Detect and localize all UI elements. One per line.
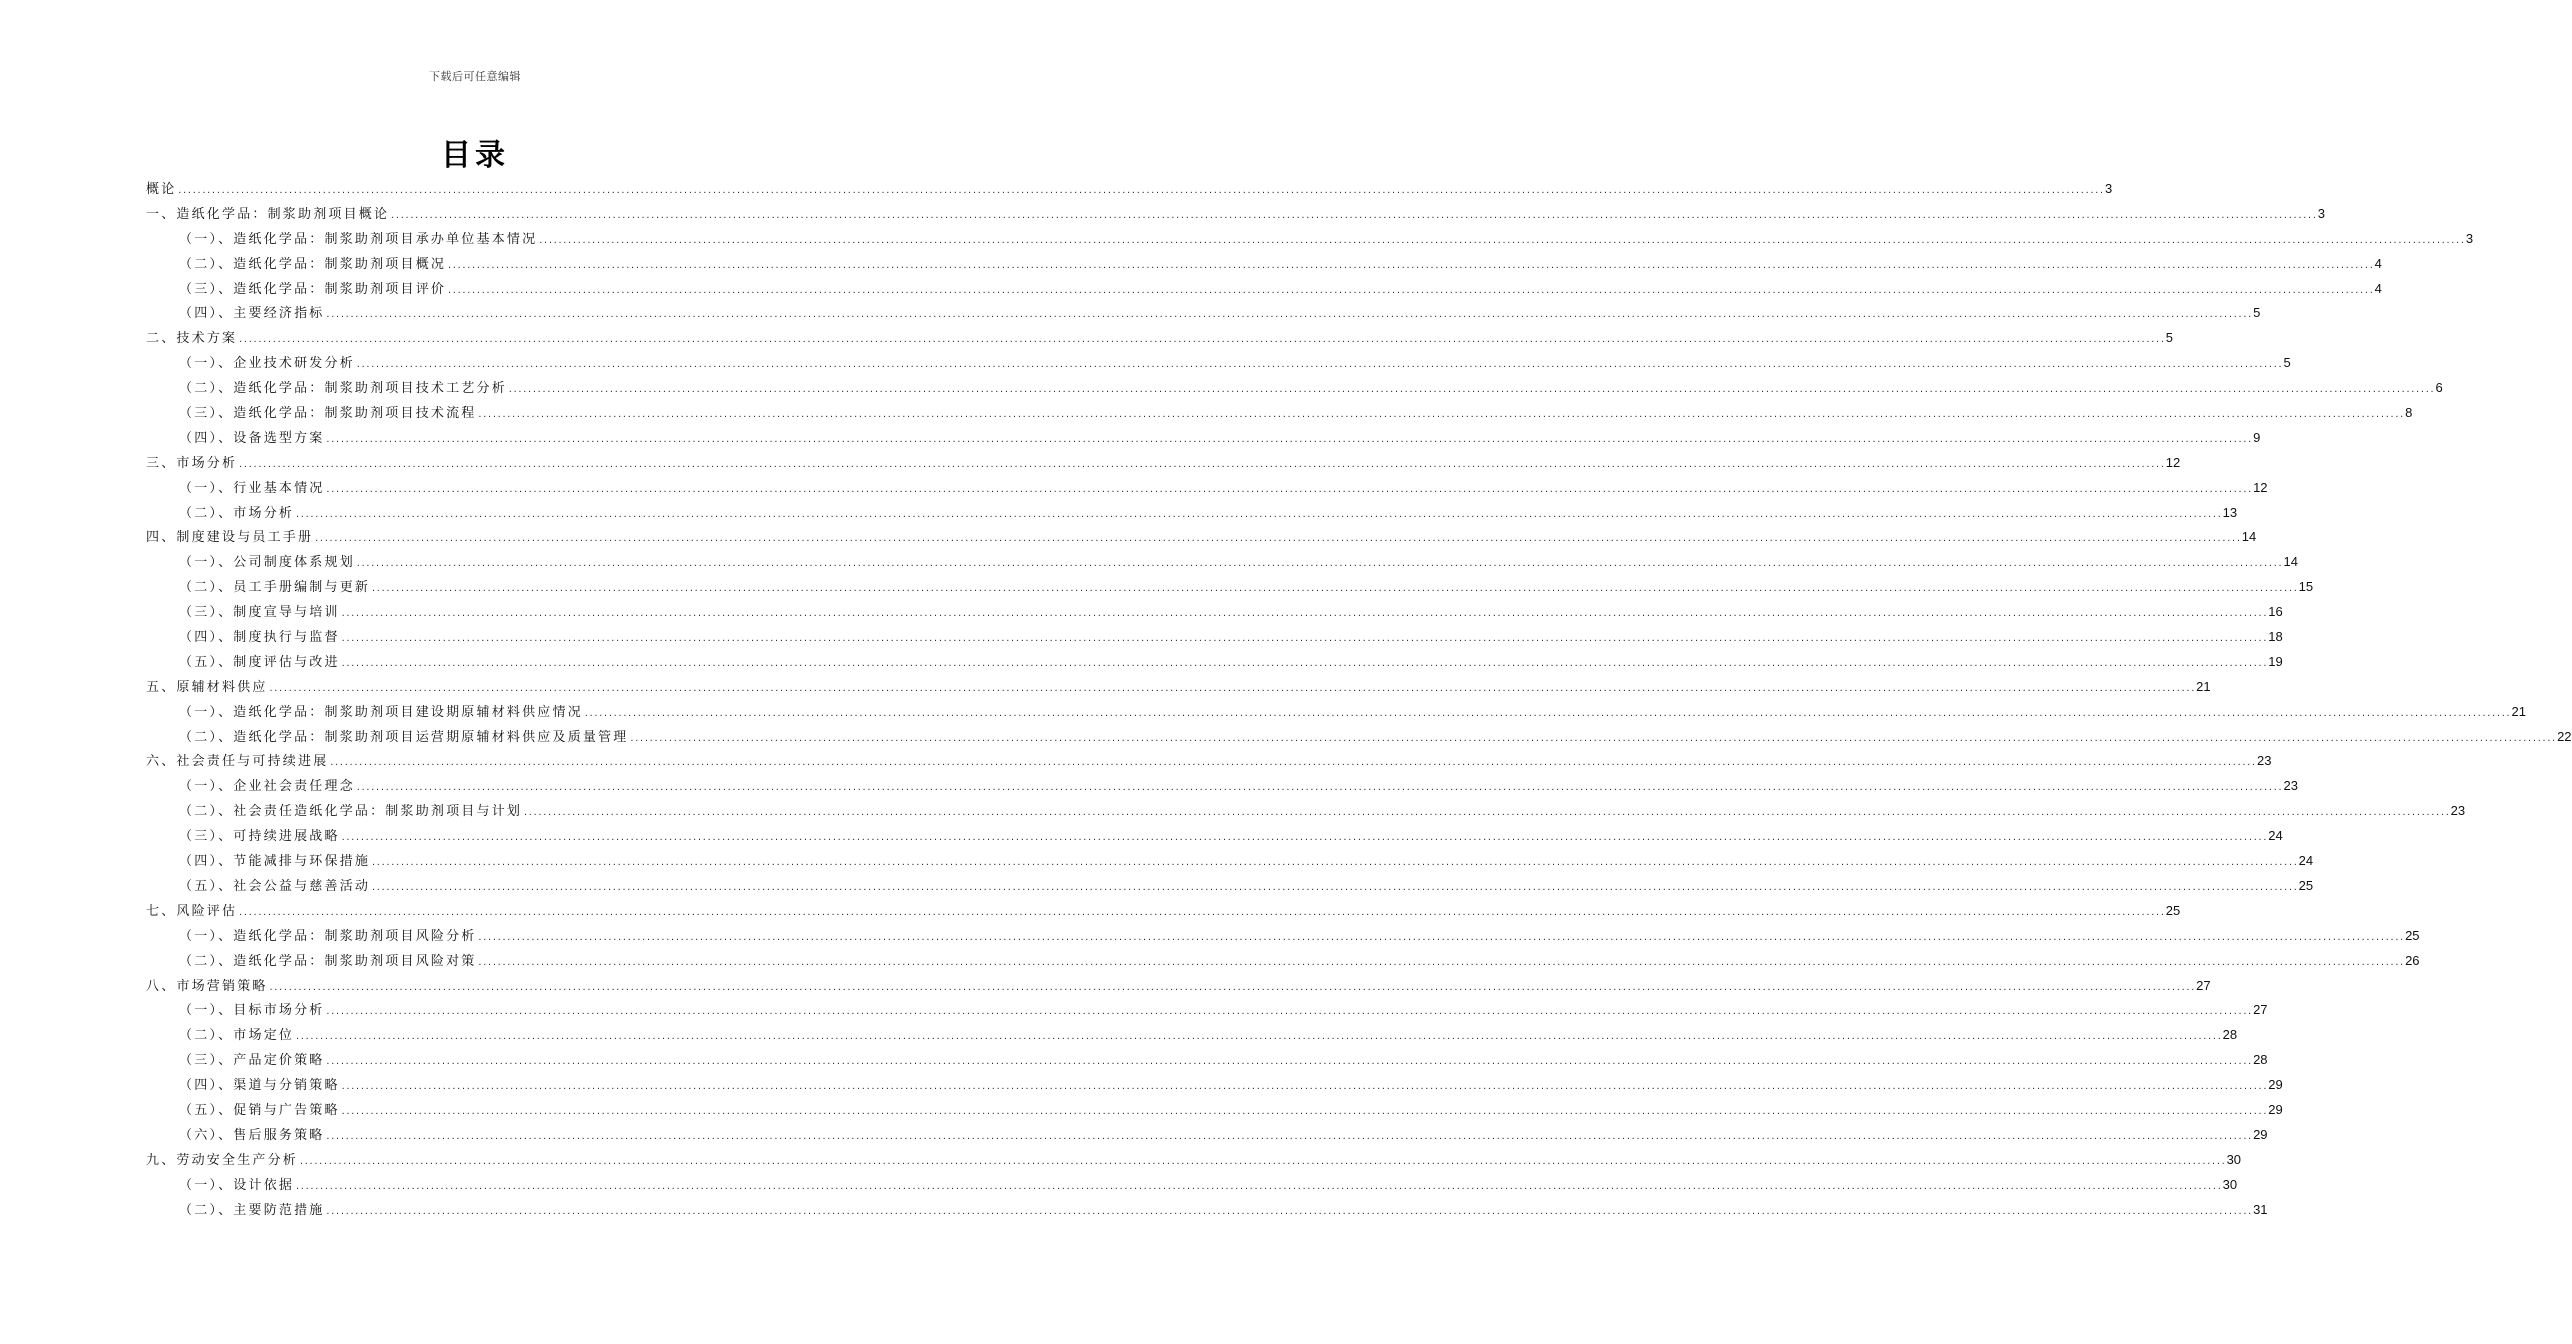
toc-entry-label: （一）、造纸化学品：制浆助剂项目建设期原辅材料供应情况 (179, 704, 583, 720)
toc-dot-leader: ................................................................................................................................................................................................................................................................................................................................................................................................................ (314, 534, 2241, 544)
toc-subsection-entry[interactable] (146, 301, 2261, 326)
toc-section-entry[interactable] (146, 1148, 2242, 1173)
toc-subsection-entry[interactable] (146, 700, 2526, 725)
toc-dot-leader: ................................................................................................................................................................................................................................................................................................................................................................................................................ (325, 1131, 2253, 1141)
toc-page-number: 19 (2268, 653, 2283, 669)
toc-subsection-entry[interactable] (146, 650, 2283, 675)
toc-dot-leader: ................................................................................................................................................................................................................................................................................................................................................................................................................ (447, 285, 2374, 295)
toc-subsection-entry[interactable] (146, 227, 2474, 252)
toc-page-number: 16 (2268, 604, 2283, 620)
toc-section-entry[interactable] (146, 525, 2257, 550)
toc-entry-label: （二）、造纸化学品：制浆助剂项目风险对策 (179, 953, 477, 969)
toc-section-entry[interactable] (146, 451, 2181, 476)
toc-entry-label: （一）、设计依据 (179, 1177, 295, 1193)
toc-entry-label: （二）、造纸化学品：制浆助剂项目运营期原辅材料供应及质量管理 (179, 729, 629, 745)
toc-subsection-entry[interactable] (146, 550, 2298, 575)
toc-dot-leader: ................................................................................................................................................................................................................................................................................................................................................................................................................ (325, 1206, 2253, 1216)
toc-page-number: 27 (2196, 977, 2211, 993)
toc-page-number: 14 (2283, 554, 2298, 570)
toc-dot-leader: ................................................................................................................................................................................................................................................................................................................................................................................................................ (477, 957, 2405, 967)
toc-entry-label: （三）、产品定价策略 (179, 1053, 325, 1069)
toc-subsection-entry[interactable] (146, 874, 2314, 899)
toc-section-entry[interactable] (146, 974, 2211, 999)
toc-entry-label: 三、市场分析 (146, 455, 238, 471)
toc-entry-label: （二）、市场定位 (179, 1028, 295, 1044)
toc-dot-leader: ................................................................................................................................................................................................................................................................................................................................................................................................................ (340, 1106, 2268, 1116)
toc-subsection-entry[interactable] (146, 376, 2443, 401)
toc-subsection-entry[interactable] (146, 949, 2420, 974)
toc-page-number: 28 (2253, 1052, 2268, 1068)
toc-dot-leader: ................................................................................................................................................................................................................................................................................................................................................................................................................ (325, 434, 2253, 444)
toc-page-number: 27 (2253, 1002, 2268, 1018)
header-note: 下载后可任意编辑 (429, 70, 521, 83)
toc-page-number: 5 (2165, 330, 2173, 346)
toc-subsection-entry[interactable] (146, 625, 2283, 650)
toc-page-number: 5 (2253, 305, 2261, 321)
toc-entry-label: （三）、可持续进展战略 (179, 829, 340, 845)
toc-page-number: 8 (2405, 405, 2413, 421)
toc-page-number: 25 (2165, 902, 2181, 918)
toc-dot-leader: ................................................................................................................................................................................................................................................................................................................................................................................................................ (523, 808, 2450, 818)
toc-page-number: 4 (2374, 280, 2382, 296)
toc-dot-leader: ................................................................................................................................................................................................................................................................................................................................................................................................................ (325, 1057, 2253, 1067)
toc-entry-label: 六、社会责任与可持续进展 (146, 754, 329, 770)
toc-page-number: 6 (2435, 380, 2443, 396)
toc-page-number: 29 (2268, 1077, 2283, 1093)
toc-subsection-entry[interactable] (146, 426, 2261, 451)
toc-page-number: 23 (2256, 753, 2272, 769)
toc-dot-leader: ................................................................................................................................................................................................................................................................................................................................................................................................................ (177, 186, 2104, 195)
toc-dot-leader: ................................................................................................................................................................................................................................................................................................................................................................................................................ (325, 1007, 2253, 1017)
toc-page-number: 15 (2298, 579, 2314, 595)
toc-subsection-entry[interactable] (146, 998, 2268, 1023)
toc-subsection-entry[interactable] (146, 1023, 2238, 1048)
toc-dot-leader: ................................................................................................................................................................................................................................................................................................................................................................................................................ (477, 410, 2405, 420)
toc-page-number: 25 (2405, 927, 2420, 943)
toc-dot-leader: ................................................................................................................................................................................................................................................................................................................................................................................................................ (477, 932, 2405, 942)
toc-page-number: 18 (2268, 629, 2283, 645)
toc-entry-label: 八、市场营销策略 (146, 978, 268, 994)
toc-dot-leader: ................................................................................................................................................................................................................................................................................................................................................................................................................ (538, 235, 2465, 245)
toc-page-number: 23 (2283, 778, 2298, 794)
toc-subsection-entry[interactable] (146, 774, 2298, 799)
toc-entry-label: （一）、公司制度体系规划 (179, 555, 355, 571)
toc-page-number: 29 (2253, 1126, 2268, 1142)
toc-entry-label: （二）、造纸化学品：制浆助剂项目技术工艺分析 (179, 381, 507, 397)
toc-page-number: 3 (2104, 181, 2113, 196)
toc-subsection-entry[interactable] (146, 824, 2283, 849)
toc-subsection-entry[interactable] (146, 575, 2314, 600)
toc-section-entry[interactable] (146, 749, 2272, 774)
toc-page-number: 26 (2405, 952, 2420, 968)
toc-dot-leader: ................................................................................................................................................................................................................................................................................................................................................................................................................ (583, 708, 2511, 718)
toc-dot-leader: ................................................................................................................................................................................................................................................................................................................................................................................................................ (629, 733, 2557, 743)
toc-subsection-entry[interactable] (146, 725, 2572, 750)
toc-entry-label: （三）、制度宣导与培训 (179, 605, 340, 621)
toc-entry-label: （四）、渠道与分销策略 (179, 1078, 340, 1094)
toc-page-number: 14 (2241, 529, 2257, 545)
toc-entry-label: （二）、市场分析 (179, 505, 295, 521)
toc-page-number: 3 (2317, 205, 2325, 221)
toc-entry-label: （四）、制度执行与监督 (179, 630, 340, 646)
toc-entry-label: 二、技术方案 (146, 331, 238, 347)
toc-subsection-entry[interactable] (146, 401, 2413, 426)
toc-entry-label: 概论 (146, 182, 177, 197)
toc-entry-label: （二）、造纸化学品：制浆助剂项目概况 (179, 256, 447, 272)
toc-subsection-entry[interactable] (146, 924, 2420, 949)
toc-dot-leader: ................................................................................................................................................................................................................................................................................................................................................................................................................ (238, 907, 2165, 917)
toc-page-number: 4 (2374, 255, 2382, 271)
toc-subsection-entry[interactable] (146, 351, 2291, 376)
toc-section-entry[interactable] (146, 326, 2173, 351)
toc-entry-label: （五）、制度评估与改进 (179, 654, 340, 670)
toc-page-number: 13 (2222, 504, 2238, 520)
toc-page-number: 24 (2298, 853, 2314, 869)
toc-dot-leader: ................................................................................................................................................................................................................................................................................................................................................................................................................ (295, 1181, 2222, 1191)
toc-dot-leader: ................................................................................................................................................................................................................................................................................................................................................................................................................ (355, 783, 2283, 793)
toc-entry-label: （四）、设备选型方案 (179, 430, 325, 446)
toc-page-number: 31 (2253, 1201, 2268, 1217)
toc-section-entry[interactable] (146, 202, 2325, 227)
toc-entry-label: （五）、促销与广告策略 (179, 1102, 340, 1118)
toc-dot-leader: ................................................................................................................................................................................................................................................................................................................................................................................................................ (295, 509, 2222, 519)
toc-subsection-entry[interactable] (146, 1073, 2283, 1098)
toc-section-entry[interactable] (146, 675, 2211, 700)
toc-subsection-entry[interactable] (146, 252, 2382, 277)
toc-entry-label: （一）、造纸化学品：制浆助剂项目承办单位基本情况 (179, 231, 538, 247)
toc-dot-leader: ................................................................................................................................................................................................................................................................................................................................................................................................................ (507, 385, 2435, 395)
toc-subsection-entry[interactable] (146, 501, 2238, 526)
toc-entry-label: 四、制度建设与员工手册 (146, 530, 314, 546)
toc-dot-leader: ................................................................................................................................................................................................................................................................................................................................................................................................................ (340, 833, 2268, 843)
toc-entry-label: （四）、主要经济指标 (179, 306, 325, 322)
toc-subsection-entry[interactable] (146, 799, 2466, 824)
toc-dot-leader: ................................................................................................................................................................................................................................................................................................................................................................................................................ (238, 335, 2165, 345)
table-of-contents (146, 177, 2572, 1222)
toc-entry-label: （三）、造纸化学品：制浆助剂项目评价 (179, 281, 447, 297)
toc-subsection-entry[interactable] (146, 277, 2382, 302)
toc-subsection-entry[interactable] (146, 1098, 2283, 1123)
toc-dot-leader: ................................................................................................................................................................................................................................................................................................................................................................................................................ (340, 609, 2268, 619)
toc-subsection-entry[interactable] (146, 1048, 2268, 1073)
toc-dot-leader: ................................................................................................................................................................................................................................................................................................................................................................................................................ (268, 683, 2196, 693)
toc-dot-leader: ................................................................................................................................................................................................................................................................................................................................................................................................................ (299, 1156, 2226, 1166)
toc-subsection-entry[interactable] (146, 476, 2268, 501)
toc-dot-leader: ................................................................................................................................................................................................................................................................................................................................................................................................................ (340, 634, 2268, 644)
toc-entry-label: （五）、社会公益与慈善活动 (179, 878, 371, 894)
toc-page-number: 9 (2253, 429, 2261, 445)
toc-dot-leader: ................................................................................................................................................................................................................................................................................................................................................................................................................ (340, 658, 2268, 668)
toc-entry-label: （一）、造纸化学品：制浆助剂项目风险分析 (179, 928, 477, 944)
toc-section-entry[interactable] (146, 177, 2113, 202)
toc-page-number: 30 (2222, 1176, 2238, 1192)
toc-entry-label: （六）、售后服务策略 (179, 1127, 325, 1143)
toc-page-number: 25 (2298, 877, 2314, 893)
toc-page-number: 12 (2253, 479, 2268, 495)
toc-page-number: 28 (2222, 1027, 2238, 1043)
toc-subsection-entry[interactable] (146, 1198, 2268, 1223)
toc-page-number: 3 (2465, 230, 2474, 246)
toc-entry-label: （二）、主要防范措施 (179, 1202, 325, 1218)
toc-entry-label: 五、原辅材料供应 (146, 679, 268, 695)
toc-page-number: 12 (2165, 454, 2181, 470)
toc-page-number: 21 (2511, 703, 2526, 719)
toc-dot-leader: ................................................................................................................................................................................................................................................................................................................................................................................................................ (355, 360, 2283, 370)
toc-dot-leader: ................................................................................................................................................................................................................................................................................................................................................................................................................ (340, 1082, 2268, 1092)
toc-page-number: 5 (2283, 355, 2291, 371)
toc-dot-leader: ................................................................................................................................................................................................................................................................................................................................................................................................................ (355, 559, 2283, 569)
toc-entry-label: （二）、社会责任造纸化学品：制浆助剂项目与计划 (179, 804, 523, 820)
toc-entry-label: （四）、节能减排与环保措施 (179, 854, 371, 870)
toc-entry-label: （二）、员工手册编制与更新 (179, 580, 371, 596)
toc-entry-label: （一）、企业社会责任理念 (179, 779, 355, 795)
toc-entry-label: 九、劳动安全生产分析 (146, 1152, 299, 1168)
toc-dot-leader: ................................................................................................................................................................................................................................................................................................................................................................................................................ (371, 882, 2298, 892)
toc-dot-leader: ................................................................................................................................................................................................................................................................................................................................................................................................................ (329, 758, 2256, 768)
toc-dot-leader: ................................................................................................................................................................................................................................................................................................................................................................................................................ (390, 210, 2317, 220)
toc-subsection-entry[interactable] (146, 849, 2314, 874)
toc-dot-leader: ................................................................................................................................................................................................................................................................................................................................................................................................................ (325, 310, 2253, 320)
toc-dot-leader: ................................................................................................................................................................................................................................................................................................................................................................................................................ (371, 584, 2298, 594)
toc-entry-label: （一）、目标市场分析 (179, 1003, 325, 1019)
toc-dot-leader: ................................................................................................................................................................................................................................................................................................................................................................................................................ (325, 484, 2253, 494)
toc-subsection-entry[interactable] (146, 600, 2283, 625)
toc-dot-leader: ................................................................................................................................................................................................................................................................................................................................................................................................................ (447, 260, 2374, 270)
toc-entry-label: 一、造纸化学品：制浆助剂项目概论 (146, 206, 390, 222)
toc-entry-label: （一）、企业技术研发分析 (179, 356, 355, 372)
toc-dot-leader: ................................................................................................................................................................................................................................................................................................................................................................................................................ (371, 858, 2298, 868)
toc-page-number: 21 (2196, 678, 2211, 694)
toc-title: 目录 (441, 138, 509, 173)
toc-entry-label: （三）、造纸化学品：制浆助剂项目技术流程 (179, 406, 477, 422)
toc-page-number: 22 (2557, 728, 2572, 744)
toc-dot-leader: ................................................................................................................................................................................................................................................................................................................................................................................................................ (295, 1032, 2222, 1042)
toc-entry-label: 七、风险评估 (146, 903, 238, 919)
toc-page-number: 30 (2226, 1151, 2242, 1167)
toc-dot-leader: ................................................................................................................................................................................................................................................................................................................................................................................................................ (268, 982, 2196, 992)
toc-subsection-entry[interactable] (146, 1123, 2268, 1148)
toc-page-number: 29 (2268, 1101, 2283, 1117)
toc-entry-label: （一）、行业基本情况 (179, 480, 325, 496)
toc-page-number: 24 (2268, 828, 2283, 844)
toc-page-number: 23 (2450, 803, 2466, 819)
toc-subsection-entry[interactable] (146, 1173, 2238, 1198)
toc-section-entry[interactable] (146, 899, 2181, 924)
toc-dot-leader: ................................................................................................................................................................................................................................................................................................................................................................................................................ (238, 459, 2165, 469)
